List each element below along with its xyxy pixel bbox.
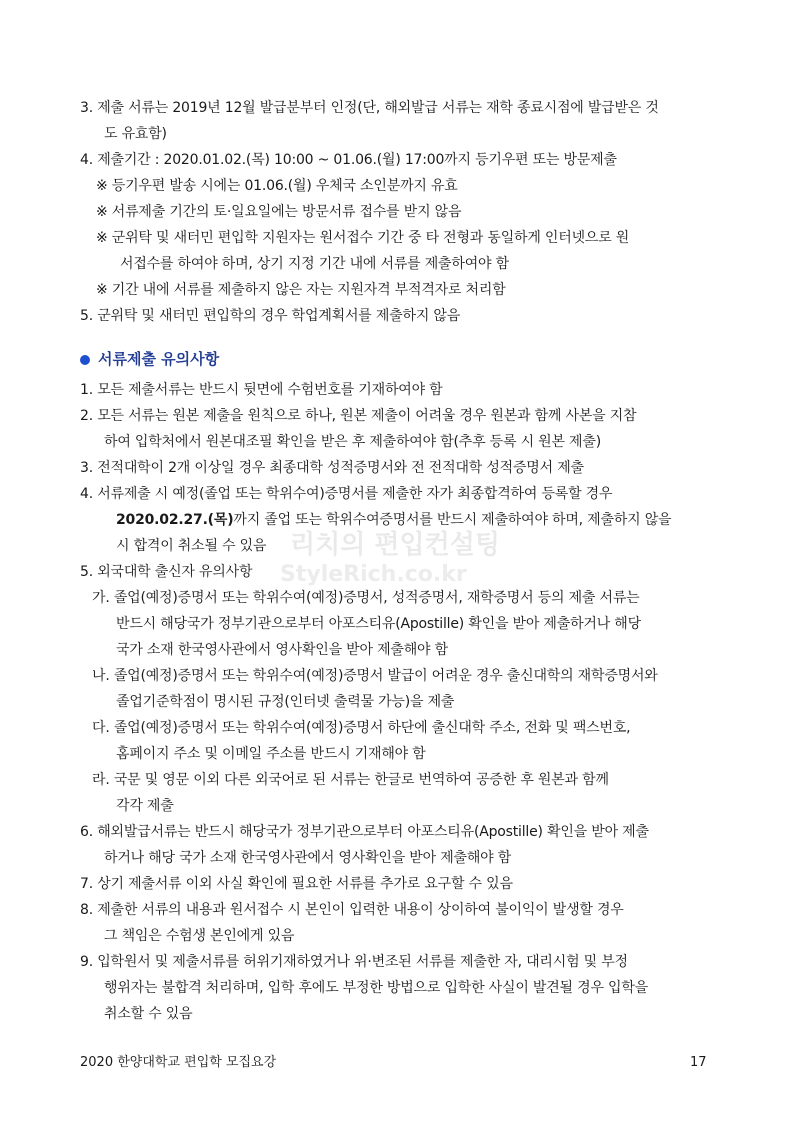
note-9-line-1: 9. 입학원서 및 제출서류를 허위기재하였거나 위·변조된 서류를 제출한 자, 대리시험 및 부정 bbox=[80, 954, 628, 970]
note-4-date: 2020.02.27.(목) bbox=[116, 512, 234, 528]
note-8-line-1: 8. 제출한 서류의 내용과 원서접수 시 본인이 입력한 내용이 상이하여 불이익이 발생할 경우 bbox=[80, 902, 624, 918]
note-8-line-2: 그 책임은 수험생 본인에게 있음 bbox=[104, 928, 295, 944]
item-4-note-3-line-2: 서접수를 하여야 하며, 상기 지정 기간 내에 서류를 제출하여야 함 bbox=[120, 256, 509, 272]
note-5d-line-1: 라. 국문 및 영문 이외 다른 외국어로 된 서류는 한글로 번역하여 공증한 후 원본과 함께 bbox=[92, 772, 609, 788]
item-4-line-1: 4. 제출기간 : 2020.01.02.(목) 10:00 ~ 01.06.(월) 17:00까지 등기우편 또는 방문제출 bbox=[80, 152, 617, 168]
item-4-note-4: ※ 기간 내에 서류를 제출하지 않은 자는 지원자격 부적격자로 처리함 bbox=[96, 282, 506, 298]
note-5a-line-3: 국가 소재 한국영사관에서 영사확인을 받아 제출해야 함 bbox=[116, 642, 448, 658]
section-heading bbox=[80, 348, 219, 370]
note-6-line-1: 6. 해외발급서류는 반드시 해당국가 정부기관으로부터 아포스티유(Apostille) 확인을 받아 제출 bbox=[80, 824, 649, 840]
watermark bbox=[280, 524, 540, 594]
item-3-line-2: 도 유효함) bbox=[104, 126, 167, 142]
note-9-line-2: 행위자는 불합격 처리하며, 입학 후에도 부정한 방법으로 입학한 사실이 발견될 경우 입학을 bbox=[104, 980, 648, 996]
watermark-line-2: StyleRich.co.kr bbox=[280, 562, 467, 587]
item-4-note-3-line-1: ※ 군위탁 및 새터민 편입학 지원자는 원서접수 기간 중 타 전형과 동일하게 인터넷으로 원 bbox=[96, 230, 630, 246]
note-5: 5. 외국대학 출신자 유의사항 bbox=[80, 564, 253, 580]
note-5b-line-2: 졸업기준학점이 명시된 규정(인터넷 출력물 가능)을 제출 bbox=[116, 694, 455, 710]
note-1: 1. 모든 제출서류는 반드시 뒷면에 수험번호를 기재하여야 함 bbox=[80, 382, 443, 398]
item-4-note-1: ※ 등기우편 발송 시에는 01.06.(월) 우체국 소인분까지 유효 bbox=[96, 178, 458, 194]
page-number: 17 bbox=[690, 1055, 707, 1070]
note-2-line-2: 하여 입학처에서 원본대조필 확인을 받은 후 제출하여야 함(추후 등록 시 원본 제출) bbox=[104, 434, 601, 450]
item-3-line-1: 3. 제출 서류는 2019년 12월 발급분부터 인정(단, 해외발급 서류는 재학 종료시점에 발급받은 것 bbox=[80, 100, 659, 116]
item-4-note-2: ※ 서류제출 기간의 토·일요일에는 방문서류 접수를 받지 않음 bbox=[96, 204, 462, 220]
watermark-line-1: 리치의 편입컨설팅 bbox=[290, 530, 500, 560]
note-4-line-2-rest: 까지 졸업 또는 학위수여증명서를 반드시 제출하여야 하며, 제출하지 않을 bbox=[233, 512, 672, 528]
note-9-line-3: 취소할 수 있음 bbox=[104, 1006, 193, 1022]
note-3: 3. 전적대학이 2개 이상일 경우 최종대학 성적증명서와 전 전적대학 성적증명서 제출 bbox=[80, 460, 584, 476]
item-5: 5. 군위탁 및 새터민 편입학의 경우 학업계획서를 제출하지 않음 bbox=[80, 308, 461, 324]
note-7: 7. 상기 제출서류 이외 사실 확인에 필요한 서류를 추가로 요구할 수 있음 bbox=[80, 876, 513, 892]
note-5a-line-2: 반드시 해당국가 정부기관으로부터 아포스티유(Apostille) 확인을 받아 제출하거나 해당 bbox=[116, 616, 641, 632]
note-5d-line-2: 각각 제출 bbox=[116, 798, 174, 814]
note-4-line-1: 4. 서류제출 시 예정(졸업 또는 학위수여)증명서를 제출한 자가 최종합격하여 등록할 경우 bbox=[80, 486, 613, 502]
section-title: 서류제출 유의사항 bbox=[98, 350, 220, 368]
note-5c-line-2: 홈페이지 주소 및 이메일 주소를 반드시 기재해야 함 bbox=[116, 746, 426, 762]
note-6-line-2: 하거나 해당 국가 소재 한국영사관에서 영사확인을 받아 제출해야 함 bbox=[104, 850, 512, 866]
note-5b-line-1: 나. 졸업(예정)증명서 또는 학위수여(예정)증명서 발급이 어려운 경우 출신대학의 재학증명서와 bbox=[92, 668, 658, 684]
note-4-line-2 bbox=[116, 510, 756, 530]
footer-title: 2020 한양대학교 편입학 모집요강 bbox=[80, 1055, 277, 1070]
bullet-circle-icon bbox=[80, 355, 90, 365]
note-5c-line-1: 다. 졸업(예정)증명서 또는 학위수여(예정)증명서 하단에 출신대학 주소, 전화 및 팩스번호, bbox=[92, 720, 631, 736]
note-5a-line-1: 가. 졸업(예정)증명서 또는 학위수여(예정)증명서, 성적증명서, 재학증명서 등의 제출 서류는 bbox=[92, 590, 640, 606]
note-4-line-3: 시 합격이 취소될 수 있음 bbox=[116, 538, 267, 554]
note-2-line-1: 2. 모든 서류는 원본 제출을 원칙으로 하나, 원본 제출이 어려울 경우 원본과 함께 사본을 지참 bbox=[80, 408, 637, 424]
